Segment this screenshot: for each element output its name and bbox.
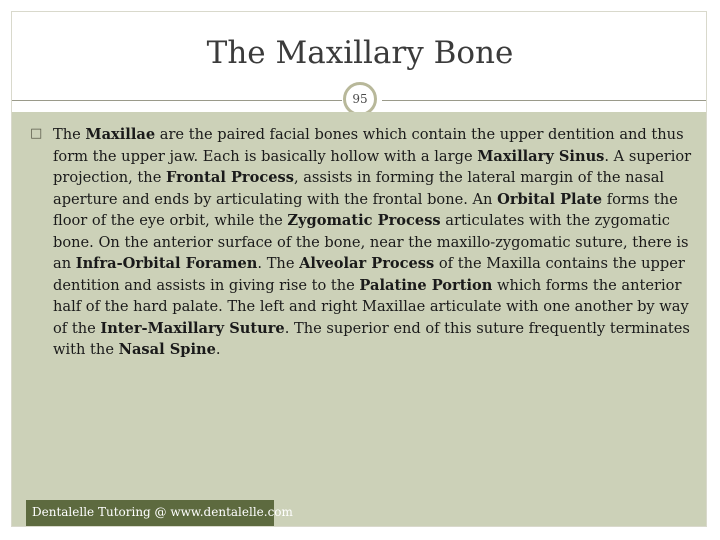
term-frontal-process: Frontal Process bbox=[165, 169, 294, 186]
title-divider-left bbox=[12, 100, 342, 101]
term-infra-orbital-foramen: Infra-Orbital Foramen bbox=[75, 255, 258, 272]
term-maxillae: Maxillae bbox=[85, 126, 156, 143]
body-paragraph bbox=[53, 124, 693, 361]
term-inter-maxillary-suture: Inter-Maxillary Suture bbox=[100, 319, 285, 337]
body-text-9: which forms the anterior half of the hard palate. The left and right Maxillae articulate with one another by way of the bbox=[53, 276, 689, 337]
page-number-badge: 95 bbox=[343, 82, 377, 116]
body-text-6: articulates with the zygomatic bone. On the anterior surface of the bone, near the maxillo-zygomatic suture, there is an bbox=[53, 212, 689, 272]
body-text-8: of the Maxilla contains the upper dentition and assists in giving rise to the bbox=[53, 255, 685, 294]
footer-credit: Dentalelle Tutoring @ www.dentalelle.com bbox=[32, 505, 293, 519]
term-palatine-portion: Palatine Portion bbox=[359, 276, 493, 294]
term-orbital-plate: Orbital Plate bbox=[497, 190, 603, 208]
body-text-7: . The bbox=[257, 255, 300, 272]
slide-title: The Maxillary Bone bbox=[206, 35, 514, 71]
square-bullet-icon: □ bbox=[30, 126, 43, 141]
body-text-2: are the paired facial bones which contain the upper dentition and thus form the upper jaw. Each is basically hollow with a large bbox=[53, 126, 684, 165]
term-maxillary-sinus: Maxillary Sinus bbox=[477, 147, 605, 165]
body-text-3: . A superior projection, the bbox=[53, 147, 692, 186]
body-text-4: , assists in forming the lateral margin of the nasal aperture and ends by articulating with the frontal bone. An bbox=[53, 169, 665, 208]
body-text-11: . bbox=[215, 341, 221, 358]
body-text-10: . The superior end of this suture frequently terminates with the bbox=[53, 319, 690, 358]
term-zygomatic-process: Zygomatic Process bbox=[287, 212, 441, 229]
body-text-1: The bbox=[53, 126, 86, 143]
term-alveolar-process: Alveolar Process bbox=[299, 255, 435, 272]
body-text-5: forms the floor of the eye orbit, while the bbox=[53, 190, 678, 229]
term-nasal-spine: Nasal Spine bbox=[118, 341, 216, 358]
title-divider-right bbox=[382, 100, 706, 101]
